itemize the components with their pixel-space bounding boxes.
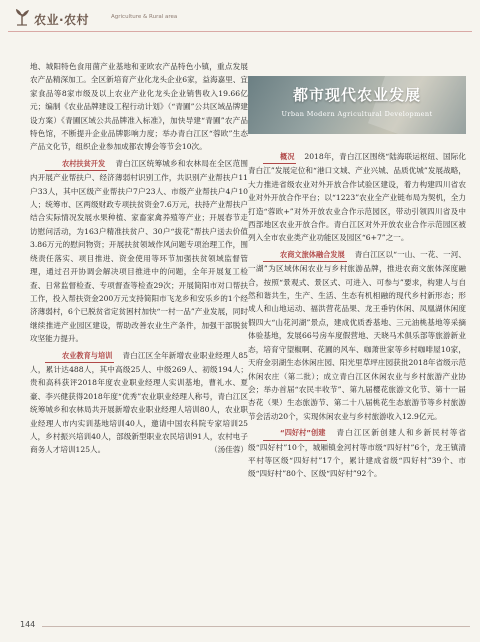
right-column — [248, 150, 466, 484]
overview-section-text: 2018年，青白江区围绕“陆海联运枢纽、国际化青白江”发展定位和“港口文城、产业兴城、品质优城”发展战略，大力推进省级农业对外开放合作试验区建设，着力构建四川省农业对外开放合作平台；以“1223”农业全产业链布局为契机，全力打造“蓉欧+”对外开放农业合作示范园区，带动引领四川省及中西部地区农业开放合作。青白江区对外开放农业合作示范园区被列入全市农业类产业功能区及园区“6+7”之一。 — [248, 152, 466, 243]
left-column — [30, 60, 248, 460]
tourism-section-text: 青白江区以“一山、一花、一河、一湖”为区域休闲农业与乡村旅游品牌，推进农商文旅体深度融合，按照“景观式、景区式、可进入、可参与”要求，构建人与自然和谐共生，生产、生活、生态有机相融的现代乡村新形态；形成人和山地运动、福洪营花品果、龙王垂钓休闲、凤凰湖休闲度假四大“山花河湖”景点，建成优质香基地、三元油桃基地等采摘体验基地，发展66号房车度假营地、天晓马术俱乐部等旅游新业态，培育守望椒啊、花圃的风车、咖萧世家等乡村咖啡屋10家，天府金羽湖生态休闲庄园、阳光里草坪庄园获批2018年省级示范休闲农庄（第二批）；成立青白江区休闲农业与乡村旅游产业协会；举办首届“农民丰收节”、第九届樱花旅游文化节、第十一届杏花（果）生态旅游节、第二十八届桃花生态旅游节等乡村旅游节会活动20个，实现休闲农业与乡村旅游收入12.9亿元。 — [248, 249, 466, 421]
page-header — [8, 6, 472, 32]
villages-section-tag: “四好村”创建 — [263, 426, 327, 440]
villages-section-text: 青白江区新创建人和乡新民村等省级“四好村”10个，城厢镇金河村等市级“四好村”6个，龙王镇清平村等区级“四好村”17个，累计建成省级“四好村”39个、市级“四好村”80个、区级“四好村”92个。 — [248, 428, 466, 479]
education-section-tag: 农业教育与培训 — [45, 349, 114, 363]
footer-divider — [42, 626, 470, 627]
banner-subtitle: Urban Modern Agricultural Development — [281, 110, 433, 118]
plant-logo-icon — [12, 8, 32, 26]
author-signature: （汤佳蓉） — [210, 445, 248, 455]
education-section-text: 青白江区全年新增农业职业经理人85人，累计达488人，其中高级25人、中级269人、初级194人；贵和高科获评2018年度农业职业经理人实训基地，曹礼水、夏豪、李兴健获得2018年度“优秀”农业职业经理人称号，青白江区统筹城乡和农林局共开展新增农业职业经理人培训80人，农业职业经理人市内实训基地培训40人，邀请中国农科院专家培训25人，乡村振兴培训40人，部级新型职业农民培训91人，农村电子商务人才培训125人。 — [30, 350, 248, 455]
education-section — [30, 349, 248, 457]
section-banner — [248, 76, 466, 134]
banner-title: 都市现代农业发展 — [292, 86, 421, 104]
page-number: 144 — [20, 620, 36, 629]
poverty-section-tag: 农村扶贫开发 — [45, 157, 107, 171]
tourism-section-tag: 农商文旅体融合发展 — [263, 248, 347, 262]
intro-paragraph: 地、城阳特色食用菌产业基地和亚欧农产品特色小镇，重点发展农产品精深加工。全区新培育产业化龙头企业6家，益海嘉里、宜家食品等8家市级及以上农业产业化龙头企业销售收入19.66亿元；编制《农业品牌建设工程行动计划》（“青圃”公共区域品牌建设方案）《青圃区域公共品牌准入标准》，加快导建“青圃”农产品特色馆，不断提升企业品牌影响力度；举办青白江区“蓉欧”生态产品文化节，组织企业参加成都农博会等节会10次。 — [30, 62, 248, 152]
villages-section — [248, 426, 466, 481]
overview-section-tag: 概况 — [263, 150, 296, 164]
tourism-section — [248, 248, 466, 423]
overview-section — [248, 150, 466, 245]
page-footer — [10, 620, 470, 634]
poverty-section — [30, 157, 248, 346]
poverty-section-text: 青白江区统筹城乡和农林局在全区范围内开展产业帮扶户、经济薄弱村识别工作，共识别产业帮扶户11户33人，其中区级产业帮扶户7户23人、市级产业帮扶户4户10人；统筹市、区两级财政专项扶贫资金7.6万元，扶持产业帮扶户结合实际情况发展水果种植、家畜家禽养殖等产业；开展春节走访慰问活动，为163户精准扶贫户、30户“拔花”帮扶户送去价值3.86万元的慰问物资；开展扶贫领域作风问题专项治理工作，围绕责任落实、项目推进、资金使用等环节加强扶贫领域监督管理，通过召开协调会解决项目推进中的问题，全年开展复工检查、日常监督检查、专项督查等检查29次；开展简阳市对口帮扶工作，投入帮扶资金200万元支持简阳市飞龙乡和安乐乡的1个经济薄弱村，6个已脱贫省定贫困村加快“一村一品”产业发展，同时继续推进产业园区建设，帮助改善农业生产条件，加强干部脱贫攻坚能力提升。 — [30, 158, 248, 344]
section-title: 农业·农村 — [34, 13, 90, 27]
section-subtitle: Agriculture & Rural area — [111, 14, 178, 20]
